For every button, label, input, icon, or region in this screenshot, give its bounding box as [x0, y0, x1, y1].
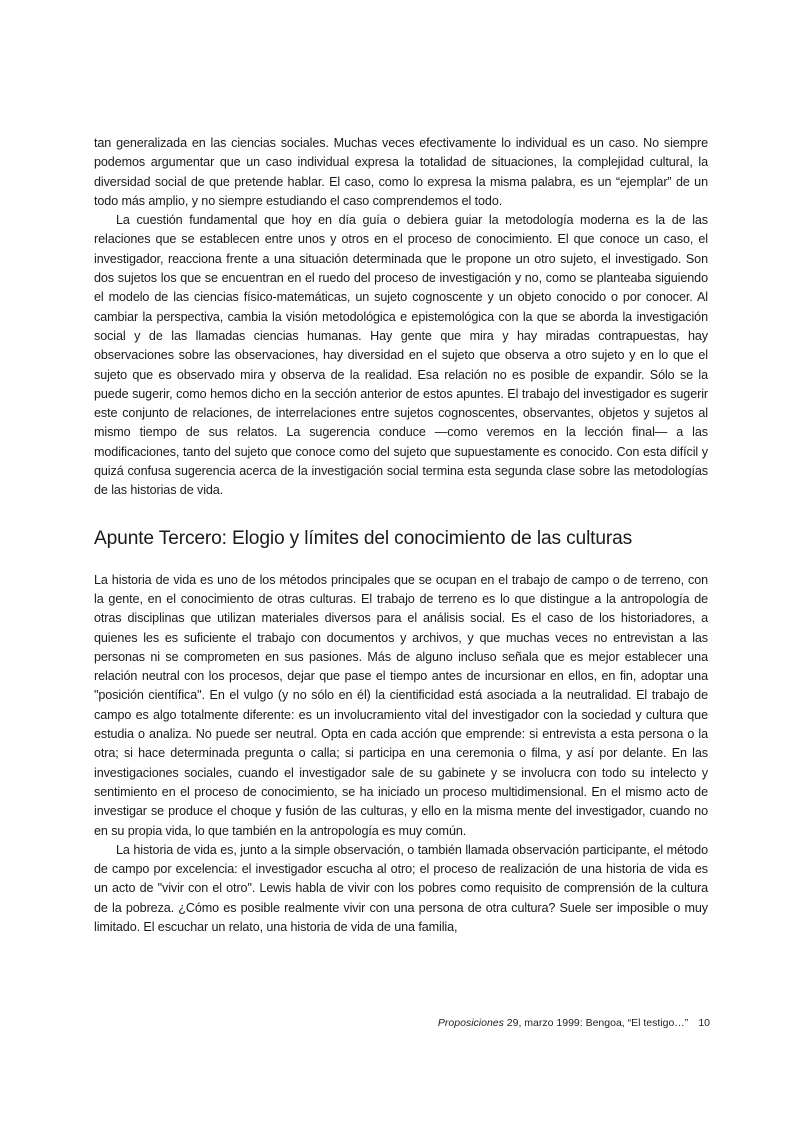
page-footer — [438, 1017, 710, 1029]
footer-journal-title: Proposiciones — [437, 1017, 504, 1029]
document-page — [94, 134, 708, 937]
footer-citation: 29, marzo 1999: Bengoa, “El testigo…” — [503, 1017, 689, 1029]
body-paragraph-continuation: tan generalizada en las ciencias sociales. Muchas veces efectivamente lo individual es un caso. No siempre podemos argumentar que un caso individual expresa la totalidad de situaciones, la complejidad cultural, la diversidad social de que pretende hablar. El caso, como lo expresa la misma palabra, es un “ejemplar” de un todo más amplio, y no siempre estudiando el caso comprendemos el todo. — [94, 136, 708, 208]
page-number: 10 — [698, 1017, 710, 1029]
body-paragraph-fieldwork: La historia de vida es uno de los métodos principales que se ocupan en el trabajo de campo o de terreno, con la gente, en el conocimiento de otras culturas. El trabajo de terreno es lo que distingue a la antropología de otras disciplinas que utilizan materiales diversos para el análisis social. Es el caso de los historiadores, a quienes les es suficiente el trabajo con documentos y archivos, y que muchas veces no entrevistan a las personas ni se comprometen en sus pasiones. Más de alguno incluso señala que es mejor establecer una relación neutral con los procesos, dejar que pase el tiempo antes de incursionar en ellos, en fin, adoptar una "posición científica". En el vulgo (y no sólo en él) la cientificidad está asociada a la neutralidad. El trabajo de campo es algo totalmente diferente: es un involucramiento vital del investigador con la sociedad y cultura que estudia o analiza. No puede ser neutral. Opta en cada acción que emprende: si entrevista a esta persona o la otra; si hace determinada pregunta o calla; si participa en una ceremonia o filma, y así por delante. En las investigaciones sociales, cuando el investigador sale de su gabinete y se involucra con todo su intelecto y sentimiento en el proceso de conocimiento, se ha iniciado un proceso multidimensional. En el mismo acto de investigar se produce el choque y fusión de las culturas, y ello en la misma mente del investigador, cuando no en su propia vida, lo que también en la antropología es muy común. — [94, 572, 708, 838]
body-paragraph-methodology: La cuestión fundamental que hoy en día guía o debiera guiar la metodología moderna es la de las relaciones que se establecen entre unos y otros en el proceso de conocimiento. El que conoce un caso, el investigador, reacciona frente a una situación determinada que le propone un otro sujeto, el investigado. Son dos sujetos los que se encuentran en el ruedo del proceso de investigación y no, como se planteaba siguiendo el modelo de las ciencias físico-matemáticas, un sujeto cognoscente y un objeto conocido o por conocer. Al cambiar la perspectiva, cambia la visión metodológica e epistemológica con la que se aborda la investigación social y de las llamadas ciencias humanas. Hay gente que mira y hay miradas contrapuestas, hay observaciones sobre las observaciones, hay diversidad en el sujeto que observa a otro sujeto y en lo que el sujeto que es observado mira y observa de la realidad. Esa relación no es posible de expandir. Sólo se la puede sugerir, como hemos dicho en la sección anterior de estos apuntes. El trabajo del investigador es sugerir este conjunto de relaciones, de interrelaciones entre sujetos cognoscentes, observantes, objetos y sujetos al mismo tiempo de sus relatos. La sugerencia conduce —como veremos en la lección final— a las modificaciones, tanto del sujeto que conoce como del sujeto que supuestamente es conocido. Con esta difícil y quizá confusa sugerencia acerca de la investigación social termina esta segunda clase sobre las metodologías de las historias de vida. — [94, 213, 708, 498]
section-heading: Apunte Tercero: Elogio y límites del conocimiento de las culturas — [94, 527, 633, 549]
body-paragraph-life-history: La historia de vida es, junto a la simple observación, o también llamada observación participante, el método de campo por excelencia: el investigador escucha al otro; el proceso de realización de una historia de vida es un acto de "vivir con el otro". Lewis habla de vivir con los pobres como requisito de comprensión de la cultura de la pobreza. ¿Cómo es posible realmente vivir con una persona de otra cultura? Suele ser imposible o muy limitado. El escuchar un relato, una historia de vida de una familia, — [94, 842, 708, 934]
